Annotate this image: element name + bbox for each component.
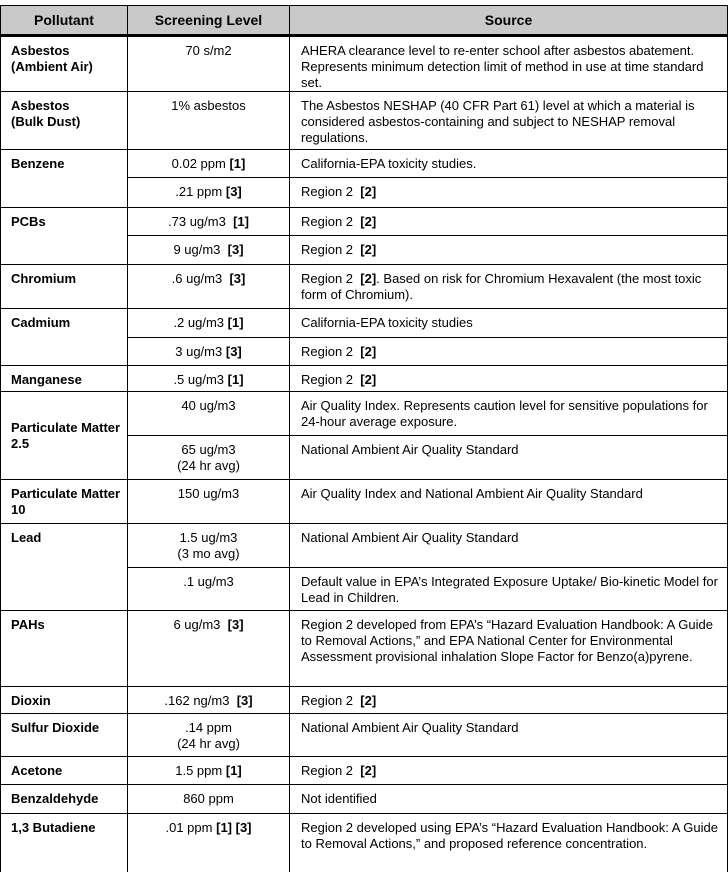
source-text: Region 2 (301, 242, 354, 257)
averaging-period: (24 hr avg) (177, 736, 240, 751)
source-cell (290, 36, 728, 92)
pollutant-name: Acetone (11, 763, 63, 778)
source-text: Air Quality Index and National Ambient Air Quality Standard (301, 486, 643, 501)
source-cell (290, 366, 728, 392)
pollutant-name: Manganese (11, 372, 82, 387)
table-row (1, 524, 728, 568)
screening-level-cell (128, 150, 290, 178)
table-row (1, 150, 728, 178)
pollutant-name: Particulate Matter 10 (11, 486, 121, 517)
pollutant-cell (1, 309, 128, 366)
screening-level-value: .6 ug/m3 (171, 271, 223, 286)
source-text: Region 2 developed from EPA’s “Hazard Evaluation Handbook: A Guide to Removal Actions,” and EPA National Center for Environmental Assessment provisional inhalation Slope Factor for Benzo(a)pyrene. (301, 617, 713, 664)
table-header-row (1, 6, 728, 36)
screening-level-cell (128, 236, 290, 265)
screening-level-cell (128, 338, 290, 366)
reference-marker: [2] (360, 214, 377, 229)
source-cell (290, 757, 728, 785)
reference-marker: [2] (360, 763, 377, 778)
reference-marker: [1] [3] (216, 820, 252, 835)
screening-level-cell (128, 36, 290, 92)
screening-level-cell (128, 687, 290, 714)
pollutant-name: PCBs (11, 214, 46, 229)
source-cell (290, 208, 728, 236)
reference-marker: [3] (227, 242, 244, 257)
screening-level-cell (128, 309, 290, 338)
reference-marker: [1] (227, 315, 244, 330)
reference-marker: [1] (225, 763, 242, 778)
source-cell (290, 92, 728, 150)
pollutant-name: Dioxin (11, 693, 51, 708)
table-row (1, 208, 728, 236)
source-cell (290, 785, 728, 814)
pollutant-cell (1, 785, 128, 814)
pollutant-cell (1, 757, 128, 785)
table-row (1, 785, 728, 814)
source-text: Default value in EPA’s Integrated Exposure Uptake/ Bio-kinetic Model for Lead in Children. (301, 574, 718, 605)
screening-level-value: 6 ug/m3 (173, 617, 221, 632)
screening-level-cell (128, 714, 290, 757)
screening-level-value: .162 ng/m3 (164, 693, 230, 708)
source-cell (290, 480, 728, 524)
screening-level-cell (128, 436, 290, 480)
pollutant-cell (1, 392, 128, 480)
source-text: Not identified (301, 791, 377, 806)
averaging-period: (24 hr avg) (177, 458, 240, 473)
screening-level-value: 1.5 ug/m3 (179, 530, 238, 545)
screening-level-value: 1% asbestos (171, 98, 246, 113)
reference-marker: [1] (233, 214, 249, 229)
pollutant-cell (1, 36, 128, 92)
source-text: California-EPA toxicity studies. (301, 156, 477, 171)
source-cell (290, 568, 728, 611)
source-text: National Ambient Air Quality Standard (301, 530, 519, 545)
screening-level-value: .01 ppm (165, 820, 213, 835)
screening-level-value: 1.5 ppm (175, 763, 223, 778)
table-row (1, 92, 728, 150)
table-row (1, 814, 728, 872)
screening-level-value: .1 ug/m3 (183, 574, 234, 589)
header-screening-level: Screening Level (128, 6, 290, 36)
reference-marker: [2] (360, 184, 377, 199)
table-row (1, 366, 728, 392)
source-cell (290, 611, 728, 687)
pollutant-cell (1, 92, 128, 150)
screening-level-value: .2 ug/m3 (173, 315, 225, 330)
pollutant-cell (1, 208, 128, 265)
table-row (1, 687, 728, 714)
screening-level-table (0, 5, 728, 872)
source-text: Air Quality Index. Represents caution level for sensitive populations for 24-hour average exposure. (301, 398, 708, 429)
header-pollutant: Pollutant (1, 6, 128, 36)
source-cell (290, 265, 728, 309)
pollutant-cell (1, 265, 128, 309)
reference-marker: [3] (225, 344, 242, 359)
source-text: Region 2 developed using EPA’s “Hazard Evaluation Handbook: A Guide to Removal Actions,” and proposed reference concentration. (301, 820, 718, 851)
screening-level-value: 65 ug/m3 (181, 442, 236, 457)
screening-level-cell (128, 611, 290, 687)
table-row (1, 714, 728, 757)
screening-level-cell (128, 92, 290, 150)
source-text: National Ambient Air Quality Standard (301, 720, 519, 735)
source-cell (290, 814, 728, 872)
screening-level-value: .5 ug/m3 (173, 372, 225, 387)
screening-level-value: 860 ppm (183, 791, 234, 806)
pollutant-cell (1, 814, 128, 872)
pollutant-name: Cadmium (11, 315, 71, 330)
source-text: Region 2 (301, 344, 354, 359)
screening-level-cell (128, 814, 290, 872)
pollutant-qualifier: (Ambient Air) (11, 59, 93, 74)
pollutant-name: Sulfur Dioxide (11, 720, 100, 735)
table-row (1, 36, 728, 92)
reference-marker: [2] (360, 693, 377, 708)
screening-level-cell (128, 757, 290, 785)
source-text: Region 2 (301, 271, 354, 286)
source-cell (290, 714, 728, 757)
screening-level-value: .14 ppm (185, 720, 232, 735)
source-cell (290, 436, 728, 480)
source-cell (290, 524, 728, 568)
screening-level-cell (128, 480, 290, 524)
table-row (1, 480, 728, 524)
pollutant-name: Benzaldehyde (11, 791, 99, 806)
averaging-period: (3 mo avg) (177, 546, 240, 561)
reference-marker: [2] (360, 344, 377, 359)
source-text: Region 2 (301, 184, 354, 199)
source-cell (290, 150, 728, 178)
source-text: AHERA clearance level to re-enter school after asbestos abatement. Represents minimum detection limit of method in use at time standard set. (301, 43, 704, 90)
screening-level-cell (128, 524, 290, 568)
reference-marker: [1] (229, 156, 246, 171)
table-row (1, 309, 728, 338)
source-text: California-EPA toxicity studies (301, 315, 473, 330)
source-text-continued: . Based on risk for Chromium Hexavalent (the most toxic form of Chromium). (301, 271, 702, 302)
screening-level-table-container (0, 5, 727, 872)
source-text: Region 2 (301, 763, 354, 778)
table-row (1, 757, 728, 785)
screening-level-value: 40 ug/m3 (181, 398, 236, 413)
pollutant-cell (1, 687, 128, 714)
screening-level-cell (128, 392, 290, 436)
source-text: Region 2 (301, 214, 354, 229)
screening-level-cell (128, 208, 290, 236)
source-cell (290, 178, 728, 208)
screening-level-cell (128, 785, 290, 814)
screening-level-value: 3 ug/m3 (175, 344, 223, 359)
pollutant-cell (1, 480, 128, 524)
table-row (1, 265, 728, 309)
pollutant-cell (1, 714, 128, 757)
source-cell (290, 392, 728, 436)
table-row (1, 392, 728, 436)
source-cell (290, 236, 728, 265)
pollutant-cell (1, 611, 128, 687)
screening-level-value: 150 ug/m3 (177, 486, 240, 501)
reference-marker: [2] (360, 372, 377, 387)
table-row (1, 611, 728, 687)
reference-marker: [1] (227, 372, 244, 387)
screening-level-value: 9 ug/m3 (173, 242, 221, 257)
pollutant-name: PAHs (11, 617, 45, 632)
source-text: The Asbestos NESHAP (40 CFR Part 61) level at which a material is considered asbestos-containing and subject to NESHAP removal regulations. (301, 98, 695, 145)
reference-marker: [3] (229, 271, 246, 286)
source-text: Region 2 (301, 693, 354, 708)
pollutant-name: Chromium (11, 271, 76, 286)
pollutant-name: Lead (11, 530, 42, 545)
pollutant-cell (1, 524, 128, 611)
pollutant-cell (1, 150, 128, 208)
source-text: Region 2 (301, 372, 354, 387)
reference-marker: [3] (227, 617, 244, 632)
screening-level-cell (128, 568, 290, 611)
screening-level-value: 0.02 ppm (171, 156, 226, 171)
source-cell (290, 338, 728, 366)
reference-marker: [3] (236, 693, 253, 708)
pollutant-name: Particulate Matter 2.5 (11, 419, 121, 451)
reference-marker: [2] (360, 242, 377, 257)
source-text: National Ambient Air Quality Standard (301, 442, 519, 457)
reference-marker: [3] (225, 184, 242, 199)
screening-level-value: 70 s/m2 (185, 43, 232, 58)
pollutant-qualifier: (Bulk Dust) (11, 114, 81, 129)
pollutant-name: Asbestos (11, 43, 70, 58)
screening-level-cell (128, 178, 290, 208)
header-source: Source (290, 6, 728, 36)
pollutant-name: 1,3 Butadiene (11, 820, 96, 835)
screening-level-cell (128, 366, 290, 392)
reference-marker: [2] (360, 271, 377, 286)
screening-level-cell (128, 265, 290, 309)
source-cell (290, 687, 728, 714)
screening-level-value: .21 ppm (175, 184, 223, 199)
screening-level-value: .73 ug/m3 (168, 214, 226, 229)
pollutant-name: Benzene (11, 156, 65, 171)
pollutant-cell (1, 366, 128, 392)
pollutant-name: Asbestos (11, 98, 70, 113)
source-cell (290, 309, 728, 338)
